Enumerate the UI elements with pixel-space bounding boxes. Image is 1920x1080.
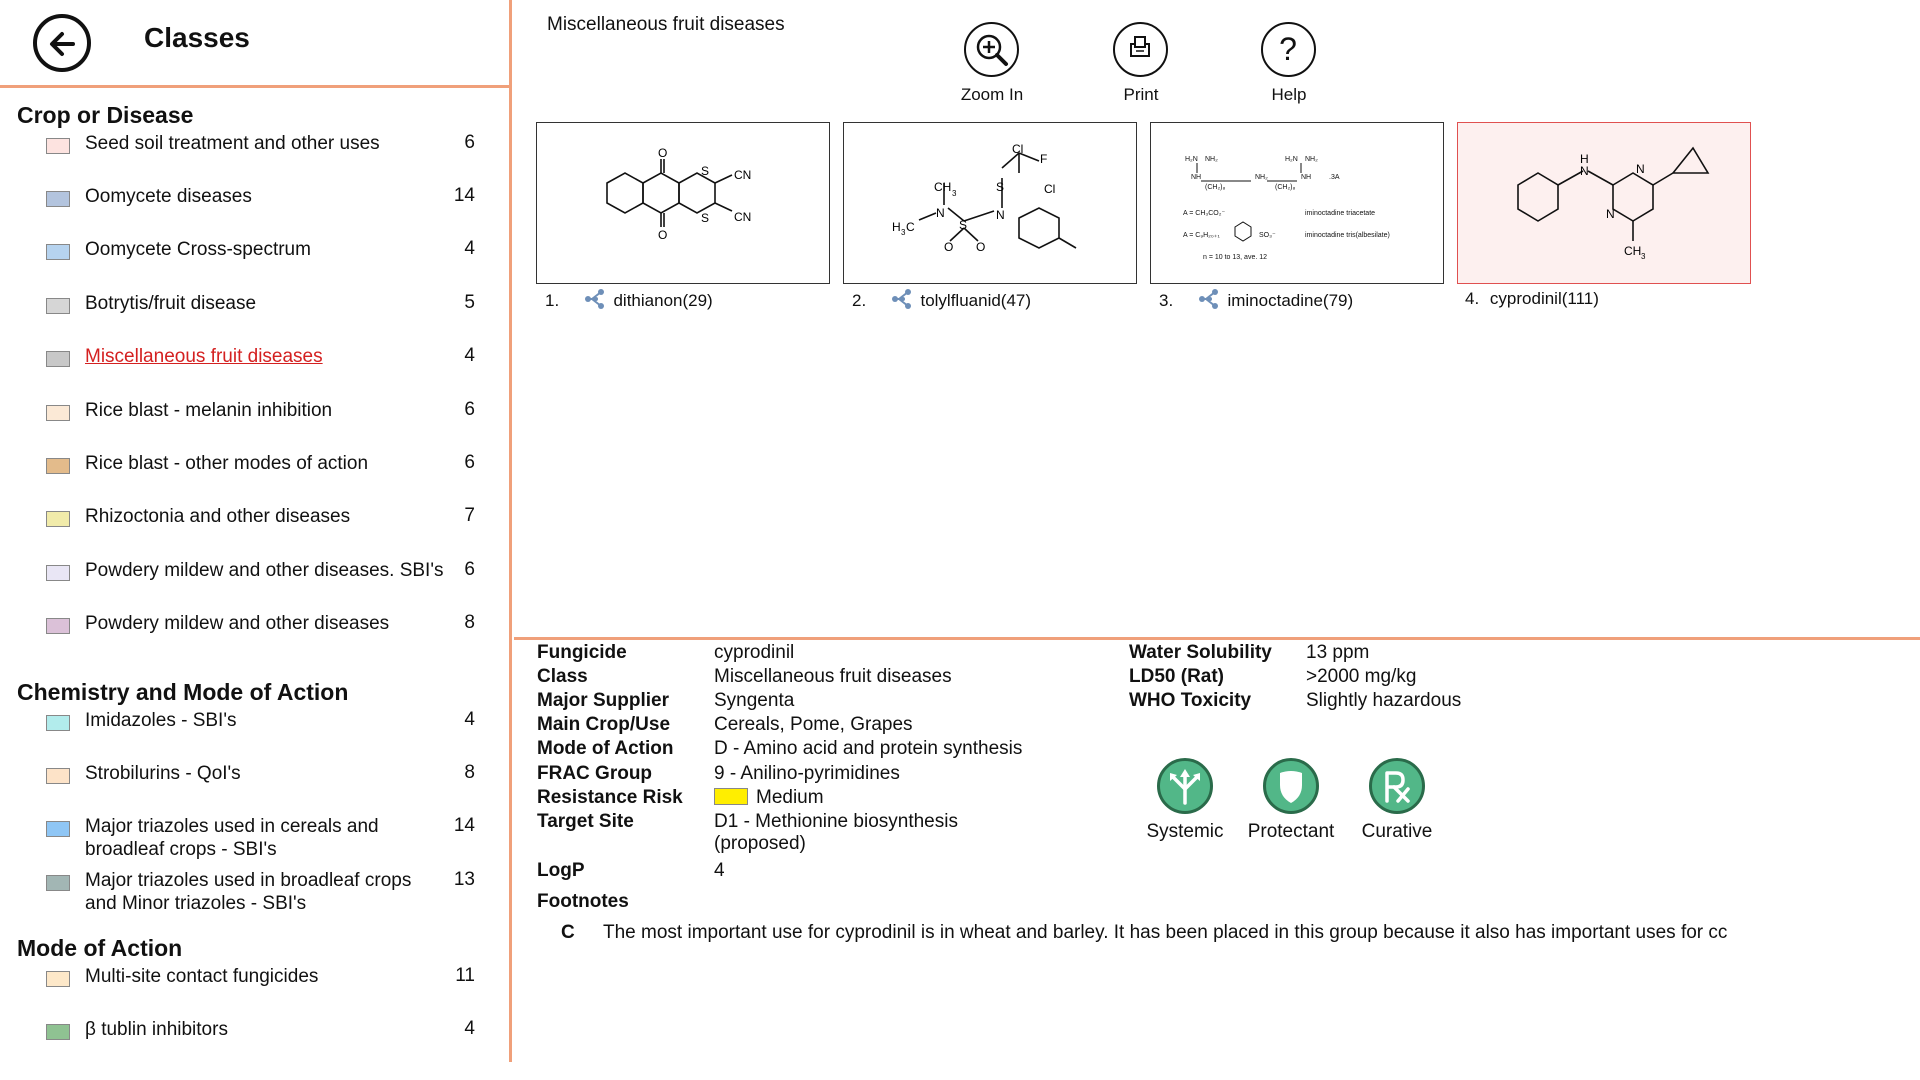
zoom-in-label: Zoom In (960, 85, 1024, 104)
svg-text:?: ? (1279, 31, 1297, 67)
compound-name: tolylfluanid(47) (920, 291, 1032, 310)
class-item-label: Oomycete diseases (85, 186, 252, 207)
compound-label-tolylfluanid[interactable] (852, 289, 1031, 313)
detail-value-fungicide: cyprodinil (714, 642, 795, 663)
structure-atom-label: A = CH₃CO₂⁻ (1183, 210, 1226, 217)
class-item-label: Major triazoles used in cereals and broadleaf crops - SBI's (85, 816, 379, 860)
class-item-strobilurins[interactable] (0, 762, 500, 812)
structure-atom-label: S (701, 164, 710, 178)
compound-index: 3. (1159, 291, 1174, 310)
detail-value-supplier: Syngenta (714, 690, 795, 711)
back-arrow-icon (43, 24, 83, 64)
class-item-label: Miscellaneous fruit diseases (85, 346, 323, 367)
structure-atom-label: O (658, 146, 668, 160)
class-item-label: Strobilurins - QoI's (85, 763, 241, 784)
shield-icon (1266, 761, 1316, 811)
class-item-major-triazoles-broadleaf[interactable] (0, 869, 500, 919)
compound-label-dithianon[interactable] (545, 289, 713, 313)
detail-value-main-crop: Cereals, Pome, Grapes (714, 714, 913, 735)
class-item-seed-soil[interactable] (0, 132, 500, 182)
class-color-swatch (46, 618, 70, 634)
classes-header (0, 0, 509, 88)
class-item-count: 7 (464, 505, 475, 526)
compound-index: 2. (852, 291, 867, 310)
structure-atom-label: iminoctadine tris(albesilate) (1305, 232, 1390, 239)
class-item-rhizoctonia[interactable] (0, 505, 500, 555)
class-item-misc-fruit-diseases[interactable] (0, 345, 500, 395)
structure-atom-label: N (1636, 162, 1645, 176)
footnotes-title: Footnotes (537, 891, 629, 912)
class-item-label: Rice blast - melanin inhibition (85, 400, 333, 421)
class-item-count: 6 (464, 399, 475, 420)
class-item-label: Seed soil treatment and other uses (85, 133, 380, 154)
structure-atom-label: 3 (901, 228, 906, 237)
structure-atom-label: .3A (1329, 174, 1340, 181)
structure-atom-label: H₂N (1285, 156, 1298, 163)
compound-label-cyprodinil[interactable] (1465, 289, 1599, 313)
class-item-count: 5 (464, 292, 475, 313)
class-color-swatch (46, 244, 70, 260)
footnote-key: C (561, 922, 575, 943)
detail-key-target-site: Target Site (537, 811, 634, 832)
tolylfluanid-structure (844, 123, 1138, 285)
class-item-count: 8 (464, 762, 475, 783)
help-label: Help (1271, 85, 1307, 104)
class-item-label: Imidazoles - SBI's (85, 710, 237, 731)
structure-atom-label: NH₂ (1205, 156, 1218, 163)
rx-icon (1372, 761, 1422, 811)
detail-divider (514, 637, 1920, 640)
class-item-rice-blast-other[interactable] (0, 452, 500, 502)
tree-icon[interactable] (891, 289, 913, 309)
structure-atom-label: N (936, 206, 945, 220)
structure-atom-label: S (959, 218, 968, 232)
structure-atom-label: NH₂ (1255, 174, 1268, 181)
detail-key-fungicide: Fungicide (537, 642, 627, 663)
detail-key-ld50: LD50 (Rat) (1129, 666, 1225, 687)
class-item-powdery-mildew-sbi[interactable] (0, 559, 500, 609)
detail-key-frac-group: FRAC Group (537, 763, 653, 784)
structure-atom-label: NH (1191, 174, 1202, 181)
class-color-swatch (46, 138, 70, 154)
property-label: Protectant (1247, 821, 1335, 842)
class-title: Miscellaneous fruit diseases (547, 14, 785, 35)
detail-value-resistance-risk (714, 787, 824, 809)
class-color-swatch (46, 191, 70, 207)
detail-key-supplier: Major Supplier (537, 690, 669, 711)
structure-atom-label: H (892, 220, 901, 234)
detail-key-logp: LogP (537, 860, 585, 881)
class-item-label: Powdery mildew and other diseases. SBI's (85, 560, 444, 581)
print-icon (1115, 24, 1165, 74)
class-color-swatch (46, 875, 70, 891)
structure-atom-label: 3 (952, 189, 957, 198)
compound-name: dithianon(29) (613, 291, 713, 310)
structure-atom-label: CN (734, 168, 752, 182)
class-item-oomycete-cross-spectrum[interactable] (0, 238, 500, 288)
class-item-label: Rice blast - other modes of action (85, 453, 369, 474)
class-item-count: 4 (464, 238, 475, 259)
help-icon (1263, 24, 1313, 74)
property-label: Systemic (1146, 821, 1224, 842)
help-button[interactable] (1239, 22, 1329, 112)
class-item-count: 11 (455, 965, 475, 986)
class-item-label: Botrytis/fruit disease (85, 293, 257, 314)
class-color-swatch (46, 351, 70, 367)
compound-name: cyprodinil(111) (1489, 289, 1599, 308)
structure-atom-label: Cl (1012, 142, 1024, 156)
tree-icon[interactable] (1198, 289, 1220, 309)
class-color-swatch (46, 458, 70, 474)
structure-atom-label: NH₂ (1305, 156, 1318, 163)
property-label: Curative (1361, 821, 1433, 842)
class-item-rice-blast-melanin[interactable] (0, 399, 500, 449)
detail-key-main-crop: Main Crop/Use (537, 714, 671, 735)
structure-atom-label: O (976, 240, 986, 254)
structure-atom-label: C (906, 220, 915, 234)
detail-key-resistance-risk: Resistance Risk (537, 787, 683, 808)
class-item-powdery-mildew[interactable] (0, 612, 500, 662)
section-title-crop-or-disease: Crop or Disease (17, 102, 194, 128)
compound-card-cyprodinil[interactable] (1457, 122, 1751, 284)
classes-panel (0, 0, 512, 1062)
footnote-text: The most important use for cyprodinil is in wheat and barley. It has been placed in this group because it also has important uses for cc (603, 922, 1728, 943)
class-color-swatch (46, 405, 70, 421)
zoom-in-icon (966, 24, 1016, 74)
class-item-label: Powdery mildew and other diseases (85, 613, 390, 634)
class-color-swatch (46, 768, 70, 784)
property-protectant (1235, 758, 1345, 848)
dithianon-structure (537, 123, 831, 285)
class-item-label: β tublin inhibitors (85, 1019, 228, 1040)
compound-label-iminoctadine[interactable] (1159, 289, 1353, 313)
class-item-major-triazoles-cereals[interactable] (0, 815, 500, 865)
page-title: Classes (144, 22, 250, 53)
detail-value-logp: 4 (714, 860, 725, 881)
compound-index: 1. (545, 291, 560, 310)
structure-atom-label: (CH₂)₈ (1275, 184, 1296, 191)
compound-card-dithianon[interactable] (536, 122, 830, 284)
class-color-swatch (46, 821, 70, 837)
class-item-multi-site[interactable] (0, 965, 500, 1015)
section-title-chemistry: Chemistry and Mode of Action (17, 679, 349, 705)
structure-atom-label: CH (1624, 244, 1642, 258)
structure-atom-label: (CH₂)₈ (1205, 184, 1226, 191)
structure-atom-label: H₂N (1185, 156, 1198, 163)
class-color-swatch (46, 971, 70, 987)
structure-atom-label: SO₃⁻ (1259, 232, 1276, 239)
class-item-label: Oomycete Cross-spectrum (85, 239, 311, 260)
structure-atom-label: O (944, 240, 954, 254)
structure-atom-label: Cl (1044, 182, 1056, 196)
structure-atom-label: H (1580, 152, 1589, 166)
class-item-imidazoles[interactable] (0, 709, 500, 759)
detail-value-mode-of-action: D - Amino acid and protein synthesis (714, 738, 1023, 759)
structure-atom-label: A = C₉H₂₀₊₁ (1183, 232, 1220, 239)
structure-atom-label: N (1580, 164, 1589, 178)
structure-atom-label: N (1606, 207, 1615, 221)
detail-key-who-toxicity: WHO Toxicity (1129, 690, 1252, 711)
compound-card-iminoctadine[interactable] (1150, 122, 1444, 284)
structure-atom-label: NH (1301, 174, 1312, 181)
compound-index: 4. (1465, 289, 1480, 308)
structure-atom-label: CN (734, 210, 752, 224)
class-color-swatch (46, 511, 70, 527)
structure-atom-label: CH (934, 180, 952, 194)
structure-atom-label: F (1040, 152, 1048, 166)
class-item-count: 6 (464, 132, 475, 153)
class-item-count: 13 (453, 869, 475, 890)
detail-value-ld50: >2000 mg/kg (1306, 666, 1417, 687)
class-color-swatch (46, 1024, 70, 1040)
class-item-count: 4 (464, 1018, 475, 1039)
structure-atom-label: n = 10 to 13, ave. 12 (1203, 254, 1268, 261)
tree-icon[interactable] (584, 289, 606, 309)
structure-atom-label: S (996, 180, 1005, 194)
class-item-count: 4 (464, 345, 475, 366)
detail-key-water-solubility: Water Solubility (1129, 642, 1272, 663)
class-item-count: 8 (464, 612, 475, 633)
compound-card-tolylfluanid[interactable] (843, 122, 1137, 284)
detail-key-class: Class (537, 666, 588, 687)
detail-value-target-site: D1 - Methionine biosynthesis (proposed) (714, 811, 958, 854)
structure-atom-label: 3 (1641, 252, 1646, 261)
zoom-in-button[interactable] (942, 22, 1032, 112)
class-item-oomycete-diseases[interactable] (0, 185, 500, 235)
property-curative (1341, 758, 1451, 848)
class-color-swatch (46, 565, 70, 581)
class-color-swatch (46, 298, 70, 314)
resistance-risk-swatch (714, 788, 748, 805)
property-systemic (1129, 758, 1239, 848)
class-item-count: 6 (464, 559, 475, 580)
class-item-label: Multi-site contact fungicides (85, 966, 319, 987)
detail-value-frac-group: 9 - Anilino-pyrimidines (714, 763, 900, 784)
class-item-count: 6 (464, 452, 475, 473)
structure-atom-label: O (658, 228, 668, 242)
structure-atom-label: N (996, 208, 1005, 222)
structure-atom-label: iminoctadine triacetate (1305, 210, 1376, 217)
detail-value-class: Miscellaneous fruit diseases (714, 666, 952, 687)
class-item-count: 4 (464, 709, 475, 730)
iminoctadine-structure (1151, 123, 1445, 285)
back-button[interactable] (33, 14, 91, 72)
structure-atom-label: S (701, 211, 710, 225)
class-item-count: 14 (453, 815, 475, 836)
class-item-label: Major triazoles used in broadleaf crops and Minor triazoles - SBI's (85, 870, 412, 914)
print-label: Print (1123, 85, 1159, 104)
compound-name: iminoctadine(79) (1227, 291, 1354, 310)
detail-key-mode-of-action: Mode of Action (537, 738, 674, 759)
resistance-risk-label: Medium (756, 787, 824, 808)
class-item-tublin-inhibitors[interactable] (0, 1018, 500, 1068)
print-button[interactable] (1091, 22, 1181, 112)
class-color-swatch (46, 715, 70, 731)
class-item-botrytis[interactable] (0, 292, 500, 342)
detail-value-water-solubility: 13 ppm (1306, 642, 1370, 663)
class-item-label: Rhizoctonia and other diseases (85, 506, 351, 527)
systemic-icon (1160, 761, 1210, 811)
class-item-count: 14 (453, 185, 475, 206)
detail-value-who-toxicity: Slightly hazardous (1306, 690, 1462, 711)
section-title-mode-of-action: Mode of Action (17, 935, 183, 961)
cyprodinil-structure (1458, 123, 1752, 285)
